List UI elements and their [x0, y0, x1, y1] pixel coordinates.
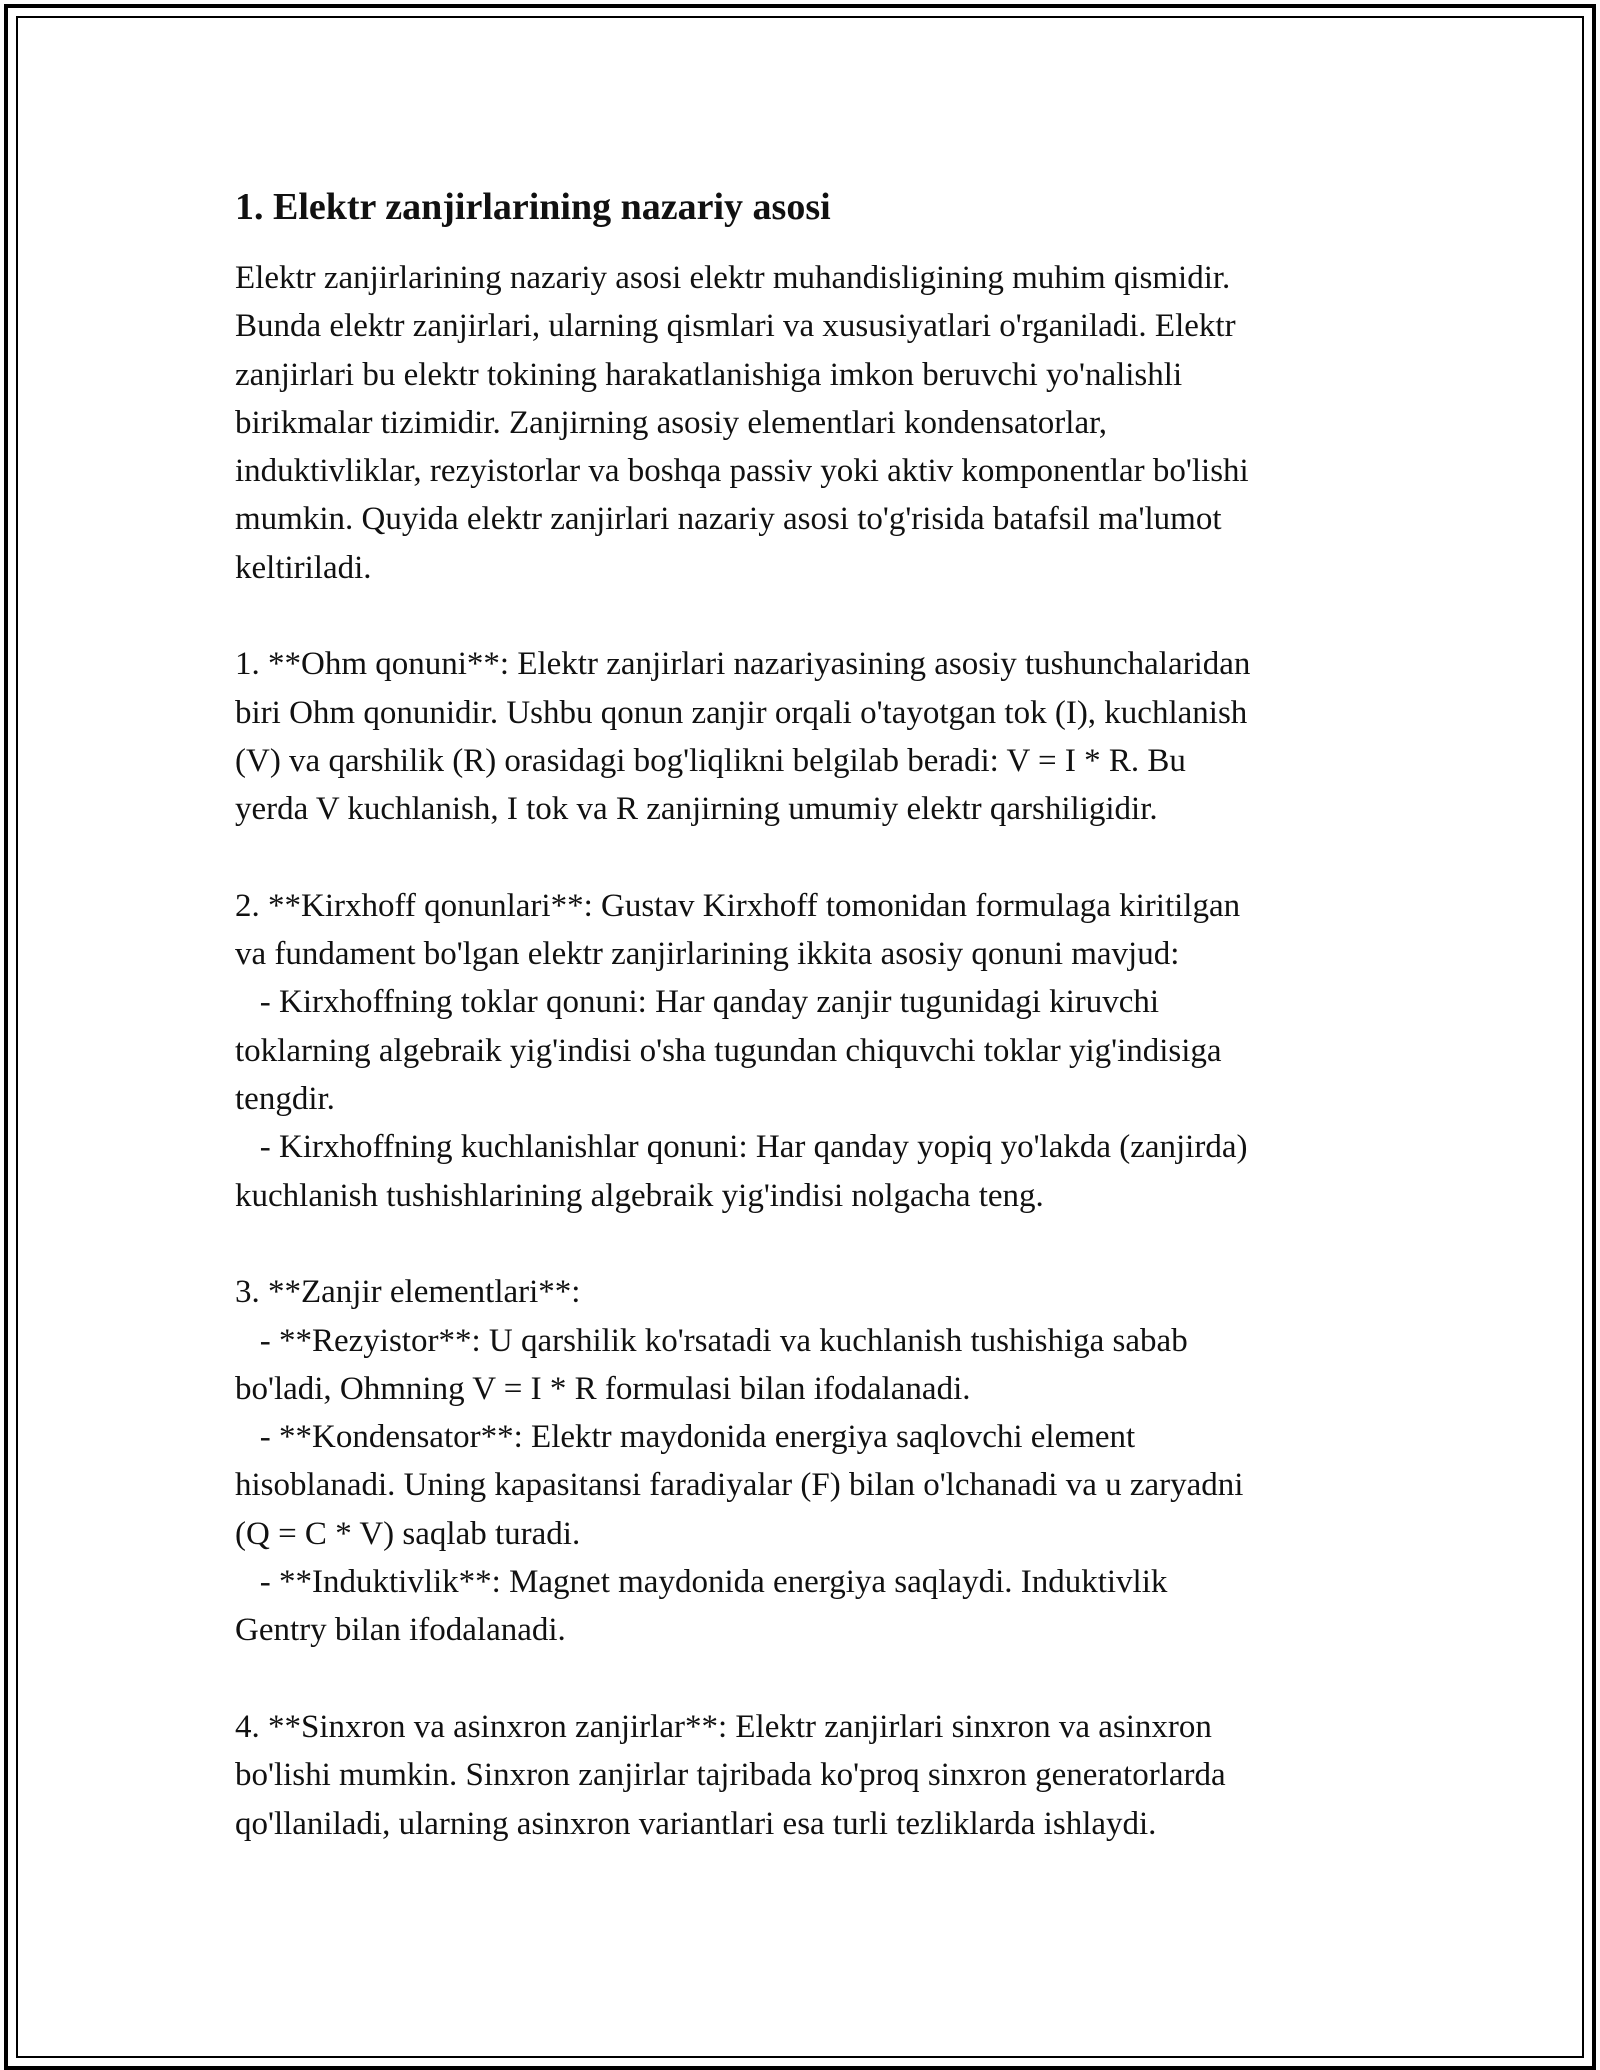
paragraph-gap	[235, 1220, 1415, 1268]
section-ohm-law: 1. **Ohm qonuni**: Elektr zanjirlari nazariyasining asosiy tushunchalaridan biri Ohm qonunidir. Ushbu qonun zanjir orqali o'tayotgan tok (I), kuchlanish (V) va qarshilik (R) orasidagi bog'liqlikni belgilab beradi: V = I * R. Bu yerda V kuchlanish, I tok va R zanjirning umumiy elektr qarshiligidir.	[235, 646, 1251, 828]
intro-paragraph: Elektr zanjirlarining nazariy asosi elektr muhandisligining muhim qismidir. Bunda elektr zanjirlari, ularning qismlari va xususiyatlari o'rganiladi. Elektr zanjirlari bu elektr tokining harakatlanishiga imkon beruvchi yo'nalishli birikmalar tizimidir. Zanjirning asosiy elementlari kondensatorlar, induktivliklar, rezyistorlar va boshqa passiv yoki aktiv komponentlar bo'lishi mumkin. Quyida elektr zanjirlari nazariy asosi to'g'risida batafsil ma'lumot keltiriladi.	[235, 260, 1249, 586]
document-body	[235, 182, 1415, 1848]
section-kirchhoff-laws: 2. **Kirxhoff qonunlari**: Gustav Kirxhoff tomonidan formulaga kiritilgan va fundament bo'lgan elektr zanjirlarining ikkita asosiy qonuni mavjud: - Kirxhoffning toklar qonuni: Har qanday zanjir tugunidagi kiruvchi toklarning algebraik yig'indisi o'sha tugundan chiquvchi toklar yig'indisiga tengdir. - Kirxhoffning kuchlanishlar qonuni: Har qanday yopiq yo'lakda (zanjirda) kuchlanish tushishlarining algebraik yig'indisi nolgacha teng.	[235, 887, 1248, 1214]
paragraph-gap	[235, 1655, 1415, 1703]
paragraph-gap	[235, 592, 1415, 640]
section-sync-async: 4. **Sinxron va asinxron zanjirlar**: Elektr zanjirlari sinxron va asinxron bo'lishi mumkin. Sinxron zanjirlar tajribada ko'proq sinxron generatorlarda qo'llaniladi, ularning asinxron variantlari esa turli tezliklarda ishlaydi.	[235, 1708, 1226, 1842]
document-title: 1. Elektr zanjirlarining nazariy asosi	[235, 186, 831, 228]
section-circuit-elements: 3. **Zanjir elementlari**: - **Rezyistor**: U qarshilik ko'rsatadi va kuchlanish tushishiga sabab bo'ladi, Ohmning V = I * R formulasi bilan ifodalanadi. - **Kondensator**: Elektr maydonida energiya saqlovchi element hisoblanadi. Uning kapasitansi faradiyalar (F) bilan o'lchanadi va u zaryadni (Q = C * V) saqlab turadi. - **Induktivlik**: Magnet maydonida energiya saqlaydi. Induktivlik Gentry bilan ifodalanadi.	[235, 1274, 1244, 1649]
paragraph-gap	[235, 834, 1415, 882]
